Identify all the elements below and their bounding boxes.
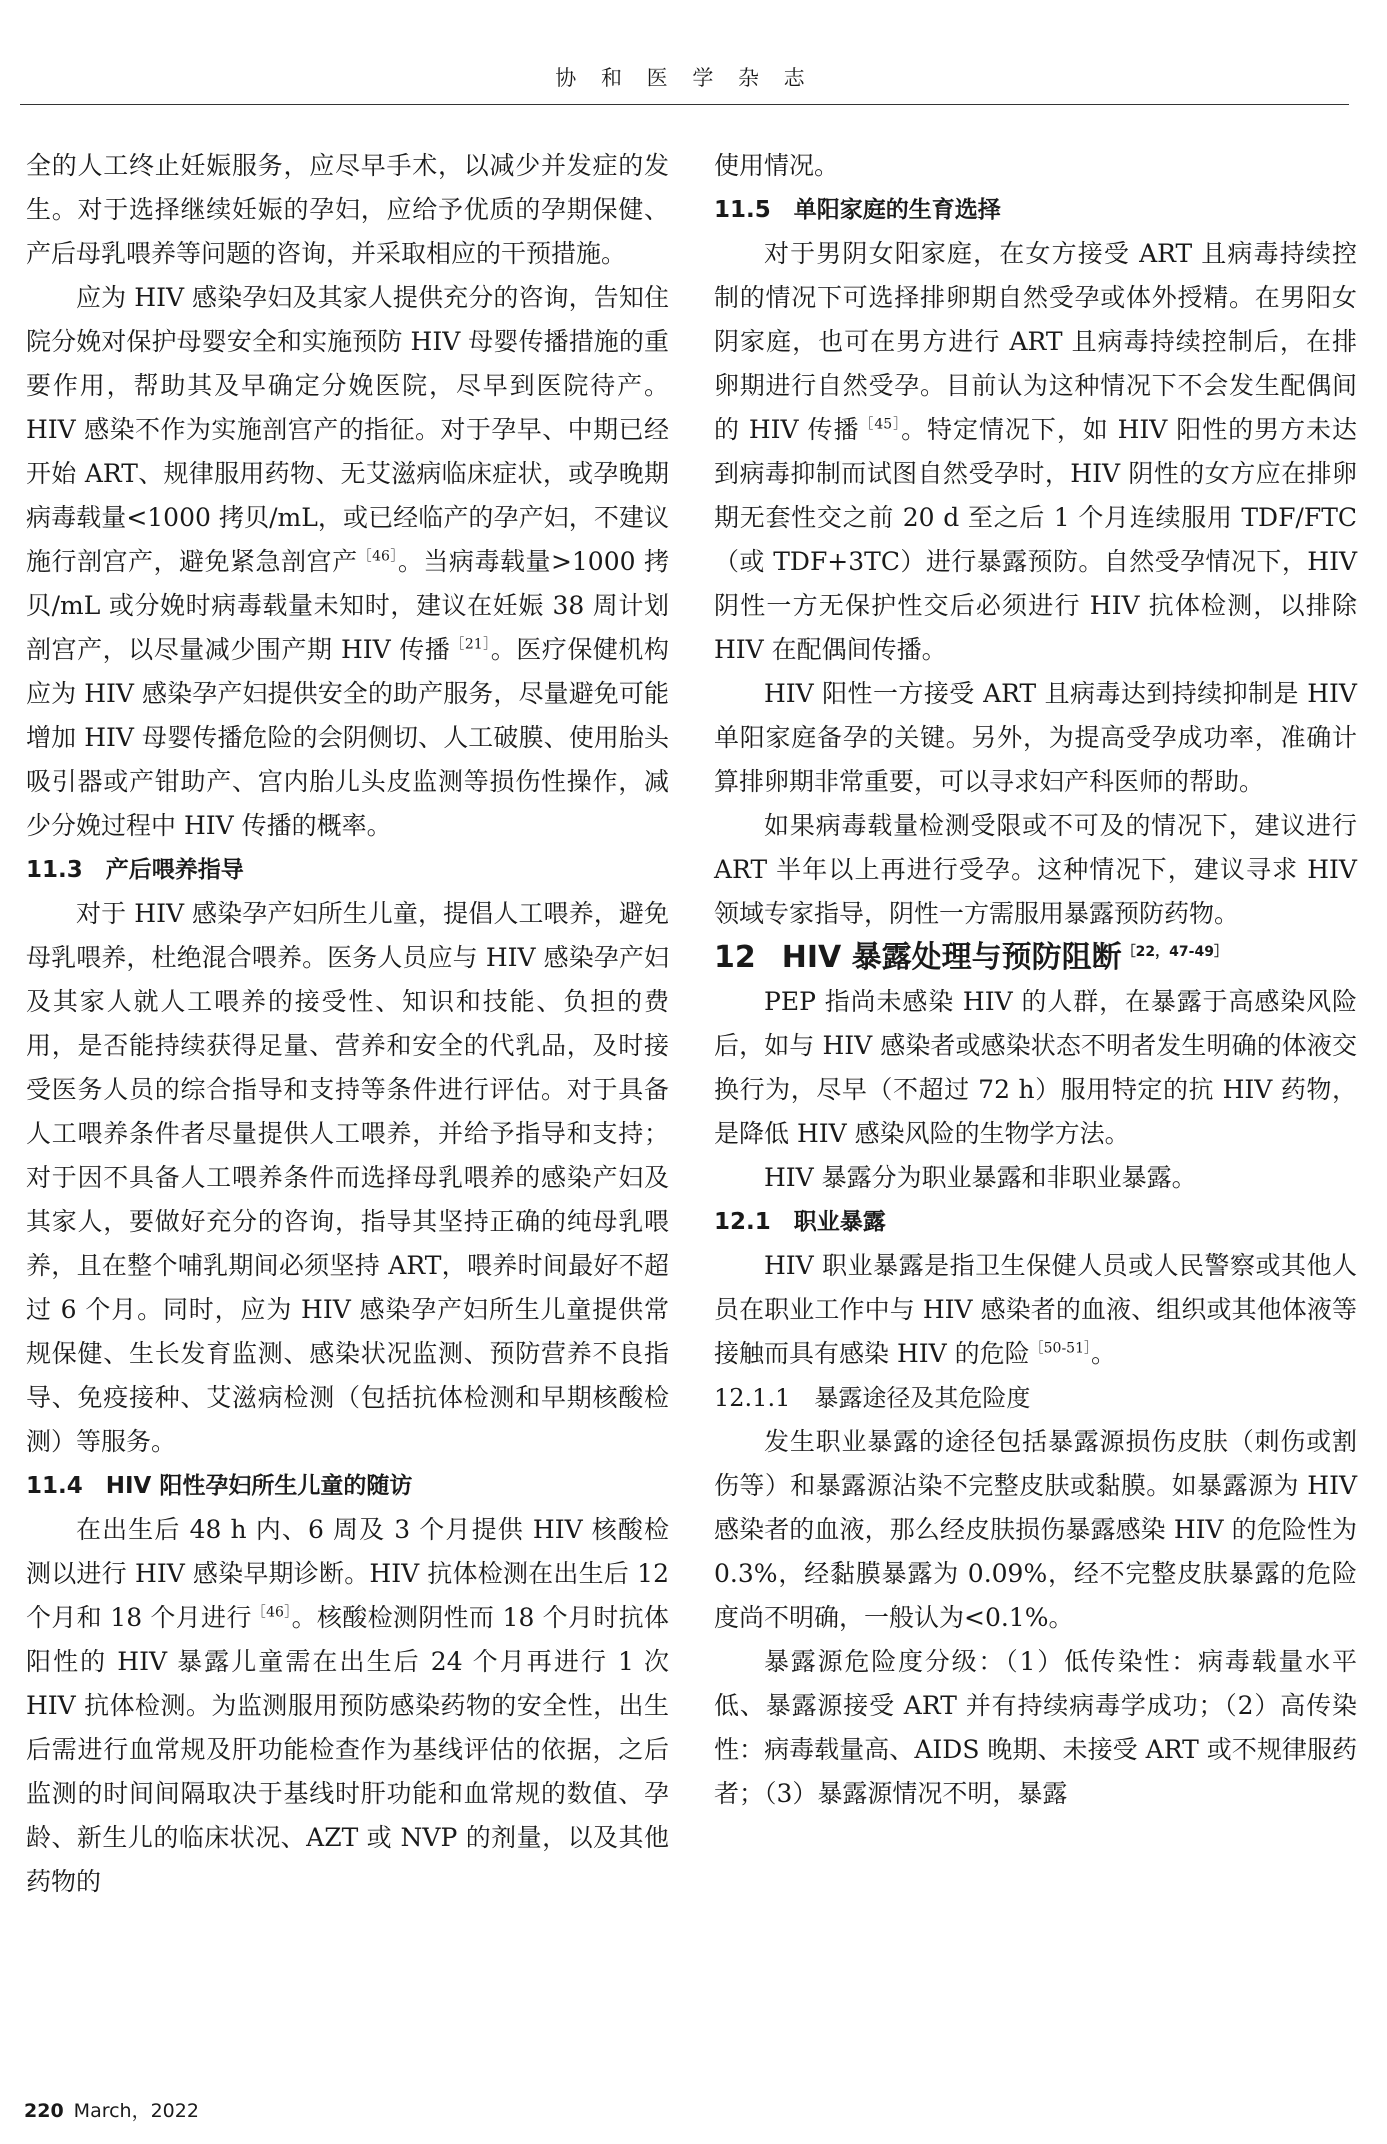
paragraph: 全的人工终止妊娠服务，应尽早手术，以减少并发症的发生。对于选择继续妊娠的孕妇，应给予优质的孕期保健、产后母乳喂养等问题的咨询，并采取相应的干预措施。 bbox=[26, 151, 669, 268]
paragraph: 应为 HIV 感染孕妇及其家人提供充分的咨询，告知住院分娩对保护母婴安全和实施预防 HIV 母婴传播措施的重要作用，帮助其及早确定分娩医院，尽早到医院待产。HIV 感染不作为实施剖宫产的指征。对于孕早、中期已经开始 ART、规律服用药物、无艾滋病临床症状，或孕晚期病毒载量<1000 拷贝/mL，或已经临产的孕产妇，不建议施行剖宫产，避免紧急剖宫产$^{[46]}$。当病毒载量>1000 拷贝/mL 或分娩时病毒载量未知时，建议在妊娠 38 周计划剖宫产，以尽量减少围产期 HIV 传播$^{[21]}$。医疗保健机构应为 HIV 感染孕产妇提供安全的助产服务，尽量避免可能增加 HIV 母婴传播危险的会阴侧切、人工破膜、使用胎头吸引器或产钳助产、宫内胎儿头皮监测等损伤性操作，减少分娩过程中 HIV 传播的概率。 bbox=[26, 283, 669, 840]
citation: ［50-51］ bbox=[1029, 1340, 1091, 1357]
paragraph: HIV 阳性一方接受 ART 且病毒达到持续抑制是 HIV 单阳家庭备孕的关键。另外，为提高受孕成功率，准确计算排卵期非常重要，可以寻求妇产科医师的帮助。 bbox=[714, 679, 1357, 796]
paragraph: HIV 职业暴露是指卫生保健人员或人民警察或其他人员在职业工作中与 HIV 感染者的血液、组织或其他体液等接触而具有感染 HIV 的危险$^{[50-51]}$。 bbox=[714, 1251, 1357, 1368]
paragraph: 使用情况。 bbox=[714, 151, 840, 180]
paragraph: 在出生后 48 h 内、6 周及 3 个月提供 HIV 核酸检测以进行 HIV 感染早期诊断。HIV 抗体检测在出生后 12 个月和 18 个月进行$^{[46]}$。核酸检测阴性而 18 个月时抗体阳性的 HIV 暴露儿童需在出生后 24 个月再进行 1 次 HIV 抗体检测。为监测服用预防感染药物的安全性，出生后需进行血常规及肝功能检查作为基线评估的依据，之后监测的时间间隔取决于基线时肝功能和血常规的数值、孕龄、新生儿的临床状况、AZT 或 NVP 的剂量，以及其他药物的 bbox=[26, 1515, 669, 1896]
running-header bbox=[20, 40, 1349, 105]
subsection-heading: 12.1 职业暴露 bbox=[714, 1209, 886, 1235]
left-column bbox=[26, 144, 669, 1904]
paragraph: PEP 指尚未感染 HIV 的人群，在暴露于高感染风险后，如与 HIV 感染者或感染状态不明者发生明确的体液交换行为，尽早（不超过 72 h）服用特定的抗 HIV 药物，是降低 HIV 感染风险的生物学方法。 bbox=[714, 987, 1357, 1148]
page-footer bbox=[24, 2096, 199, 2123]
paragraph: 暴露源危险度分级：（1）低传染性：病毒载量水平低、暴露源接受 ART 并有持续病毒学成功；（2）高传染性：病毒载量高、AIDS 晚期、未接受 ART 或不规律服药者；（3）暴露源情况不明，暴露 bbox=[714, 1647, 1357, 1808]
citation: ［46］ bbox=[357, 548, 398, 565]
page-number: 220 bbox=[24, 2100, 64, 2122]
paragraph: 对于男阴女阳家庭，在女方接受 ART 且病毒持续控制的情况下可选择排卵期自然受孕或体外授精。在男阳女阴家庭，也可在男方进行 ART 且病毒持续控制后，在排卵期进行自然受孕。目前认为这种情况下不会发生配偶间的 HIV 传播$^{[45]}$。特定情况下，如 HIV 阳性的男方未达到病毒抑制而试图自然受孕时，HIV 阴性的女方应在排卵期无套性交之前 20 d 至之后 1 个月连续服用 TDF/FTC（或 TDF+3TC）进行暴露预防。自然受孕情况下，HIV 阴性一方无保护性交后必须进行 HIV 抗体检测，以排除 HIV 在配偶间传播。 bbox=[714, 239, 1357, 664]
citation: ［45］ bbox=[859, 416, 902, 433]
citation: ［21］ bbox=[450, 636, 491, 653]
section-title: HIV 暴露处理与预防阻断 bbox=[781, 940, 1122, 975]
journal-title: 协 和 医 学 杂 志 bbox=[555, 66, 814, 90]
subsection-heading: 11.4 HIV 阳性孕妇所生儿童的随访 bbox=[26, 1473, 413, 1499]
citation: ［22，47-49］ bbox=[1121, 944, 1228, 960]
citation: ［46］ bbox=[251, 1604, 292, 1621]
section-number: 12 bbox=[714, 940, 756, 975]
paragraph: 对于 HIV 感染孕产妇所生儿童，提倡人工喂养，避免母乳喂养，杜绝混合喂养。医务人员应与 HIV 感染孕产妇及其家人就人工喂养的接受性、知识和技能、负担的费用，是否能持续获得足量、营养和安全的代乳品，及时接受医务人员的综合指导和支持等条件进行评估。对于具备人工喂养条件者尽量提供人工喂养，并给予指导和支持；对于因不具备人工喂养条件而选择母乳喂养的感染产妇及其家人，要做好充分的咨询，指导其坚持正确的纯母乳喂养，且在整个哺乳期间必须坚持 ART，喂养时间最好不超过 6 个月。同时，应为 HIV 感染孕产妇所生儿童提供常规保健、生长发育监测、感染状况监测、预防营养不良指导、免疫接种、艾滋病检测（包括抗体检测和早期核酸检测）等服务。 bbox=[26, 899, 669, 1456]
subsection-heading: 11.5 单阳家庭的生育选择 bbox=[714, 197, 1001, 223]
section-heading bbox=[714, 936, 1357, 980]
paragraph: 发生职业暴露的途径包括暴露源损伤皮肤（刺伤或割伤等）和暴露源沾染不完整皮肤或黏膜。如暴露源为 HIV 感染者的血液，那么经皮肤损伤暴露感染 HIV 的危险性为 0.3%，经黏膜暴露为 0.09%，经不完整皮肤暴露的危险度尚不明确，一般认为<0.1%。 bbox=[714, 1427, 1357, 1632]
right-column bbox=[714, 144, 1357, 1816]
subsection-heading: 11.3 产后喂养指导 bbox=[26, 857, 244, 883]
paragraph: 如果病毒载量检测受限或不可及的情况下，建议进行 ART 半年以上再进行受孕。这种情况下，建议寻求 HIV 领域专家指导，阴性一方需服用暴露预防药物。 bbox=[714, 811, 1357, 928]
subsubsection-heading: 12.1.1 暴露途径及其危险度 bbox=[714, 1384, 1031, 1412]
paragraph: HIV 暴露分为职业暴露和非职业暴露。 bbox=[764, 1163, 1197, 1192]
issue-date: March，2022 bbox=[73, 2100, 199, 2122]
